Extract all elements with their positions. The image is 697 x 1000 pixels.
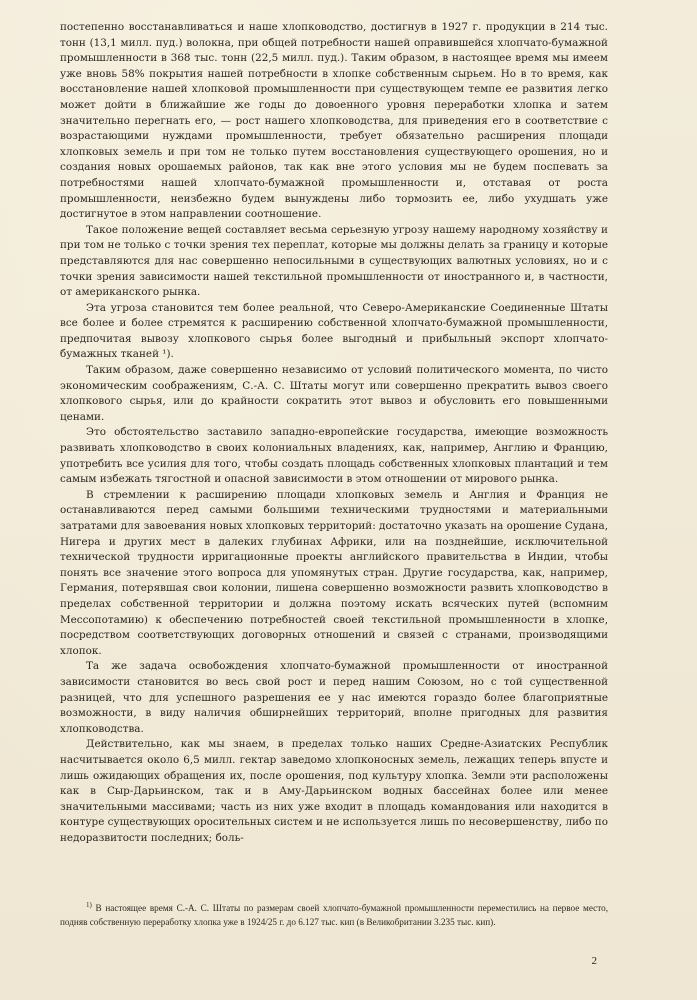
paragraph: Действительно, как мы знаем, в пределах только наших Средне-Азиатских Республик насчитывается около 6,5 милл. гектар заведомо хлопконосных земель, лежащих теперь впусте и лишь ожидающих обращения их, после орошения, под культуру хлопка. Земли эти расположены как в Сыр-Дарьинском, так и в Аму-Дарьинском водных бассейнах более или менее значительными массивами; часть из них уже входит в площадь командования или находится в контуре существующих оросительных систем и не используется лишь по несовершенству, либо по недоразвитости последних; боль- bbox=[60, 738, 608, 844]
footnote-mark: 1) bbox=[86, 900, 92, 909]
paragraph: В стремлении к расширению площади хлопковых земель и Англия и Франция не останавливаются перед самыми большими техническими трудностями и материальными затратами для завоевания новых хлопковых территорий: достаточно указать на орошение Судана, Нигера и других мест в далеких глубинах Африки, или на позднейшие, исключительной технической трудности ирригационные проекты английского правительства в Индии, чтобы понять все значение этого вопроса для упомянутых стран. Другие государства, как, например, Германия, потерявшая свои колонии, лишена совершенно возможности развить хлопководство в пределах собственной территории и должна поэтому искать всяческих путей (вспомним Мессопотамию) к обеспечению потребностей своей текстильной промышленности в хлопке, посредством соответствующих договорных отношений и связей с странами, производящими хлопок. bbox=[60, 488, 608, 657]
paragraph: Такое положение вещей составляет весьма серьезную угрозу нашему народному хозяйству и при том не только с точки зрения тех переплат, которые мы должны делать за границу и которые представляются для нас совершенно непосильными в существующих валютных условиях, но и с точки зрения зависимости нашей текстильной промышленности от иностранного и, в частности, от американского рынка. bbox=[60, 223, 608, 299]
body-text bbox=[60, 20, 608, 846]
paragraph: Это обстоятельство заставило западно-европейские государства, имеющие возможность развивать хлопководство в своих колониальных владениях, как, например, Англию и Францию, употребить все усилия для того, чтобы создать площадь собственных хлопковых плантаций и тем самым избежать тягостной и опасной зависимости в этом отношении от мирового рынка. bbox=[60, 426, 608, 486]
footnote-text: В настоящее время С.-А. С. Штаты по размерам своей хлопчато-бумажной промышленности переместились на первое место, подняв собственную переработку хлопка уже в 1924/25 г. до 6.127 тыс. кип (в Великобритании 3.235 тыс. кип). bbox=[60, 903, 608, 927]
paragraph: Та же задача освобождения хлопчато-бумажной промышленности от иностранной зависимости становится во весь свой рост и перед нашим Союзом, но с той существенной разницей, что для успешного разрешения ее у нас имеются гораздо более благоприятные возможности, в виду наличия обширнейших территорий, вполне пригодных для развития хлопководства. bbox=[60, 660, 608, 735]
paragraph: постепенно восстанавливаться и наше хлопководство, достигнув в 1927 г. продукции в 214 тыс. тонн (13,1 милл. пуд.) волокна, при общей потребности нашей оправившейся хлопчато-бумажной промышленности в 368 тыс. тонн (22,5 милл. пуд.). Таким образом, в настоящее время мы имеем уже вновь 58% покрытия нашей потребности в хлопке собственным сырьем. Но в то время, как восстановление нашей хлопковой промышленности при существующем темпе ее развития легко может дойти в ближайшие же годы до довоенного уровня переработки хлопка и затем значительно перегнать его, — рост нашего хлопководства, для приведения его в соответствие с возрастающими нуждами промышленности, требует обязательно расширения площади хлопковых земель и при том не только путем восстановления существующего орошения, но и создания новых орошаемых районов, так как вне этого условия мы не будем поспевать за потребностями нашей хлопчато-бумажной промышленности и, отставая от роста промышленности, неизбежно будем вынуждены либо тормозить ее, либо ухудшать уже достигнутое в этом направлении соотношение. bbox=[60, 21, 608, 221]
footnote bbox=[60, 901, 608, 929]
paragraph: Эта угроза становится тем более реальной, что Северо-Американские Соединенные Штаты все более и более стремятся к расширению собственной хлопчато-бумажной промышленности, предпочитая вывозу хлопкового сырья более выгодный и прибыльный экспорт хлопчато-бумажных тканей ¹). bbox=[60, 301, 608, 361]
paragraph: Таким образом, даже совершенно независимо от условий политического момента, по чисто экономическим соображениям, С.-А. С. Штаты могут или совершенно прекратить вывоз своего хлопкового сырья, или до крайности сократить этот вывоз и обусловить его повышенными ценами. bbox=[60, 364, 608, 423]
page-number: 2 bbox=[591, 955, 597, 967]
